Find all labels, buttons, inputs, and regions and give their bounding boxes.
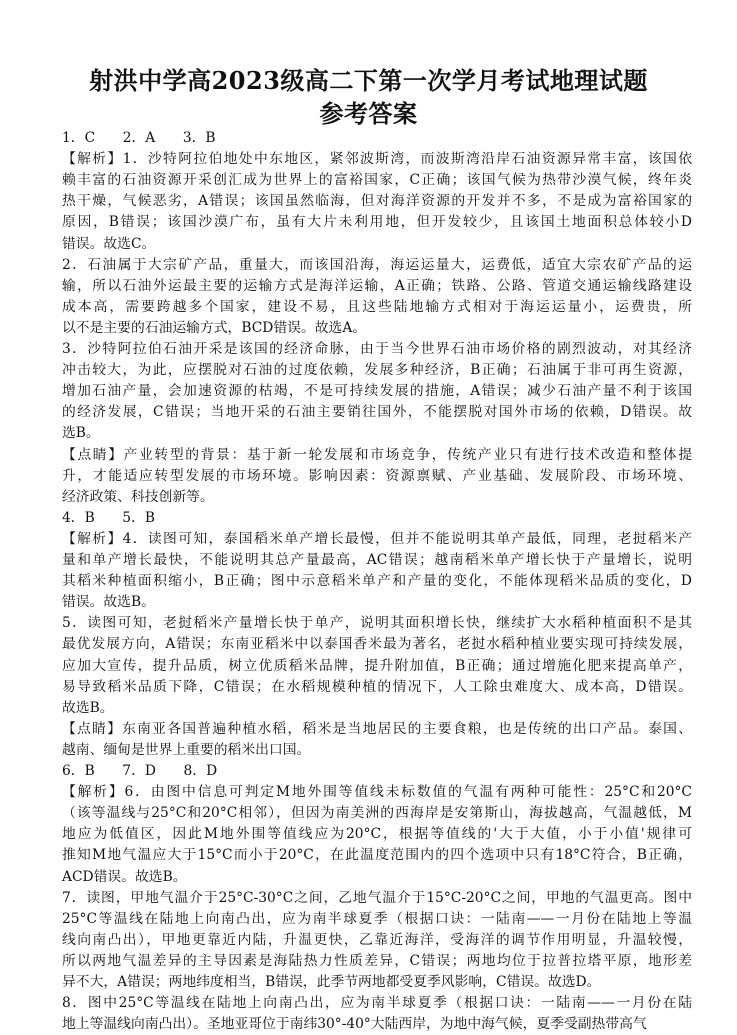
text-line: ACD错误。故选B。: [62, 868, 187, 885]
text-line: 1．C 2．A 3．B: [62, 130, 216, 146]
text-line: 越南、缅甸是世界上重要的稻米出口国。: [62, 741, 311, 758]
text-line: 成本高，需要跨越多个国家，建设不易，且这些陆地输方式相对于海运运量小，运费贵，所: [62, 298, 692, 315]
text-line: 所以两地气温差异的主导因素是海陆热力性质差异，C错误；两地均位于拉普拉塔平原，地形差: [62, 952, 692, 969]
text-line: 【点睛】产业转型的背景：基于新一轮发展和市场竞争，传统产业只有进行技术改造和整体提: [62, 446, 692, 463]
text-line: 热干燥，气候恶劣，A错误；该国虽然临海，但对海洋资源的开发并不多，不是成为富裕国家的: [62, 193, 692, 210]
document-subtitle: 参考答案: [319, 99, 418, 128]
text-line: 推知M地气温应大于15°C而小于20°C，在此温度范围内的四个选项中只有18°C符合，B正确，: [62, 847, 692, 864]
text-line: 其稻米种植面积缩小，B正确；图中示意稻米单产和产量的变化，不能体现稻米品质的变化，D: [62, 573, 692, 590]
text-line: 线向南凸出），甲地更靠近内陆，升温更快，乙靠近海洋，受海洋的调节作用明显，升温较慢，: [62, 931, 692, 948]
text-line: 6．B 7．D 8．D: [62, 763, 218, 779]
text-line: 易导致稻米品质下降，C错误；在水稻规模种植的情况下，人工除虫难度大、成本高，D错误。: [62, 678, 692, 695]
text-line: 错误。故选C。: [62, 235, 156, 252]
text-line: 地应为低值区，因此M地外围等值线应为20°C，根据等值线的'大于大值，小于小值'规律可: [62, 826, 692, 843]
text-line: 经济政策、科技创新等。: [62, 488, 214, 505]
text-line: 错误。故选B。: [62, 594, 155, 611]
text-line: 5．读图可知，老挝稻米产量增长快于单产，说明其面积增长快，继续扩大水稻种植面积不是其: [62, 615, 692, 632]
text-line: 量和单产增长最快，不能说明其总产量最高，AC错误；越南稻米单产增长快于产量增长，说明: [62, 552, 692, 568]
text-line: 7．读图，甲地气温介于25°C-30°C之间，乙地气温介于15°C-20°C之间，甲地的气温更高。图中: [62, 889, 692, 906]
text-line: 故选B。: [62, 699, 114, 716]
text-line: 【解析】4．读图可知，泰国稻米单产增长最慢，但并不能说明其单产最低，同理，老挝稻米产: [62, 530, 692, 547]
text-line: （该等温线与25°C和20°C相邻），但因为南美洲的西海岸是安第斯山，海拔越高，气温越低，M: [62, 805, 692, 822]
text-line: 原因，B错误；该国沙漠广布，虽有大片未利用地，但开发较少，且该国土地面积总体较小D: [62, 214, 692, 231]
text-line: 以不是主要的石油运输方式，BCD错误。故选A。: [62, 319, 367, 336]
text-line: 冲击较大，为此，应摆脱对石油的过度依赖，发展多种经济，B正确；石油属于非可再生资源，: [62, 362, 692, 379]
text-line: 应加大宣传，提升品质，树立优质稻米品牌，提升附加值，B正确；通过增施化肥来提高单产，: [62, 657, 692, 674]
text-line: 2．石油属于大宗矿产品，重量大，而该国沿海，海运运量大，运费低，适宜大宗农矿产品的运: [62, 256, 692, 273]
text-line: 【点睛】东南亚各国普遍种植水稻，稻米是当地居民的主要食粮，也是传统的出口产品。泰国、: [62, 720, 692, 737]
text-line: 25°C等温线在陆地上向南凸出，应为南半球夏季（根据口诀：一陆南——一月份在陆地上等温: [62, 910, 692, 927]
text-line: 最优发展方向，A错误；东南亚稻米中以泰国香米最为著名，老挝水稻种植业要实现可持续发展，: [62, 636, 692, 653]
text-line: 的经济发展，C错误；当地开采的石油主要销往国外，不能摆脱对国外市场的依赖，D错误。故: [62, 404, 692, 421]
text-line: 升，才能适应转型发展的市场环境。影响因素：资源禀赋、产业基础、发展阶段、市场环境、: [62, 467, 692, 484]
text-line: 4．B 5．B: [62, 509, 156, 526]
text-line: 3．沙特阿拉伯石油开采是该国的经济命脉，由于当今世界石油市场价格的剧烈波动，对其经济: [62, 341, 692, 357]
text-line: 【解析】1．沙特阿拉伯地处中东地区，紧邻波斯湾，而波斯湾沿岸石油资源异常丰富，该国依: [62, 151, 692, 168]
text-line: 异不大，A错误；两地纬度相当，B错误，此季节两地都受夏季风影响，C错误。故选D。: [62, 974, 601, 990]
text-line: 选B。: [62, 425, 100, 442]
text-line: 增加石油产量，会加速资源的枯竭，不是可持续发展的措施，A错误；减少石油产量不利于该国: [62, 383, 692, 400]
text-line: 8．图中25°C等温线在陆地上向南凸出，应为南半球夏季（根据口诀：一陆南——一月份在陆: [62, 995, 692, 1012]
text-line: 输，所以石油外运最主要的运输方式是海洋运输，A正确；铁路、公路、管道交通运输线路建设: [62, 277, 692, 294]
text-line: 【解析】6．由图中信息可判定M地外围等值线未标数值的气温有两种可能性：25°C和20°C: [62, 784, 692, 801]
text-line: 赖丰富的石油资源开采创汇成为世界上的富裕国家，C正确；该国气候为热带沙漠气候，终年炎: [62, 172, 692, 189]
document-title: 射洪中学高2023级高二下第一次学月考试地理试题: [89, 66, 648, 95]
text-line: 地上等温线向南凸出）。圣地亚哥位于南纬30°-40°大陆西岸，为地中海气候，夏季受副热带高气: [62, 1016, 647, 1033]
